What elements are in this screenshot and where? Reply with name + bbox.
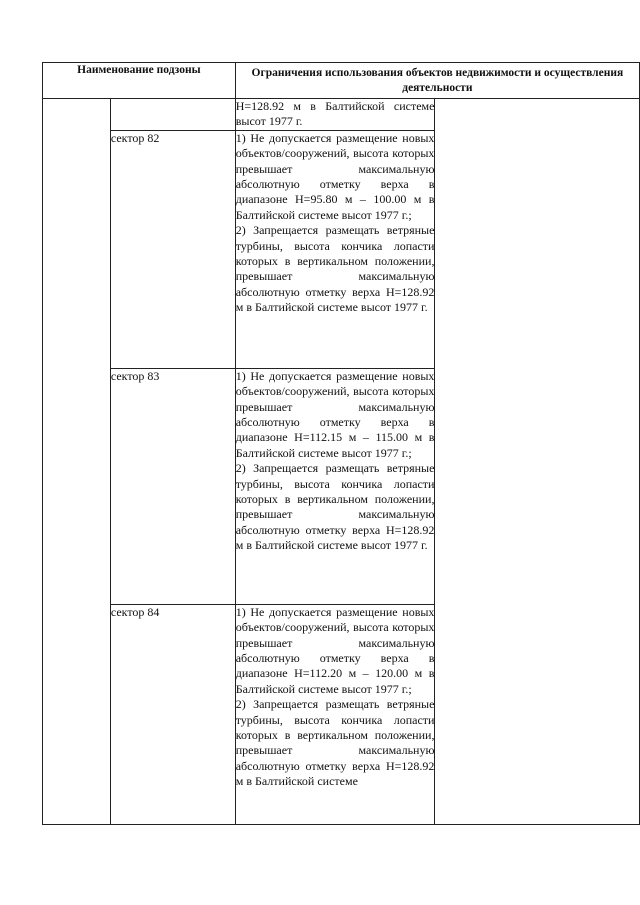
restriction-item-1: 1) Не допускается размещение новых объектов/сооружений, высота которых превышает максимальную абсолютную отметку верха в диапазоне Н=112.20 м – 120.00 м в Балтийской системе высот 1977 г.; — [235, 604, 435, 696]
sector-name: сектор 83 — [110, 368, 235, 604]
restriction-text: Н=128.92 м в Балтийской системе высот 1977 г. — [235, 99, 435, 129]
sector-name: сектор 82 — [110, 130, 235, 368]
empty-right-cell — [435, 99, 640, 825]
restriction-cell — [235, 604, 435, 824]
restriction-item-1: 1) Не допускается размещение новых объектов/сооружений, высота которых превышает максимальную абсолютную отметку верха в диапазоне Н=112.15 м – 115.00 м в Балтийской системе высот 1977 г.; — [235, 368, 435, 460]
table-row — [43, 99, 640, 131]
restriction-cell-continued — [235, 99, 435, 131]
restrictions-table — [42, 62, 640, 825]
table-header-row — [43, 63, 640, 99]
restriction-cell — [235, 130, 435, 368]
restriction-item-1: 1) Не допускается размещение новых объектов/сооружений, высота которых превышает максимальную абсолютную отметку верха в диапазоне Н=95.80 м – 100.00 м в Балтийской системе высот 1977 г.; — [235, 130, 435, 222]
header-restrictions: Ограничения использования объектов недвижимости и осуществления деятельности — [235, 63, 639, 99]
restriction-item-2: 2) Запрещается размещать ветряные турбины, высота кончика лопасти которых в вертикальном положении, превышает максимальную абсолютную отметку верха Н=128.92 м в Балтийской системе высот 1977 г. — [235, 223, 435, 315]
restriction-cell — [235, 368, 435, 604]
restriction-item-2: 2) Запрещается размещать ветряные турбины, высота кончика лопасти которых в вертикальном положении, превышает максимальную абсолютную отметку верха Н=128.92 м в Балтийской системе высот 1977 г. — [235, 461, 435, 553]
header-subzone-name: Наименование подзоны — [43, 63, 236, 99]
restriction-item-2: 2) Запрещается размещать ветряные турбины, высота кончика лопасти которых в вертикальном положении, превышает максимальную абсолютную отметку верха Н=128.92 м в Балтийской системе — [235, 697, 435, 789]
subzone-cell — [43, 99, 111, 825]
sector-cell-continued — [110, 99, 235, 131]
sector-name: сектор 84 — [110, 604, 235, 824]
